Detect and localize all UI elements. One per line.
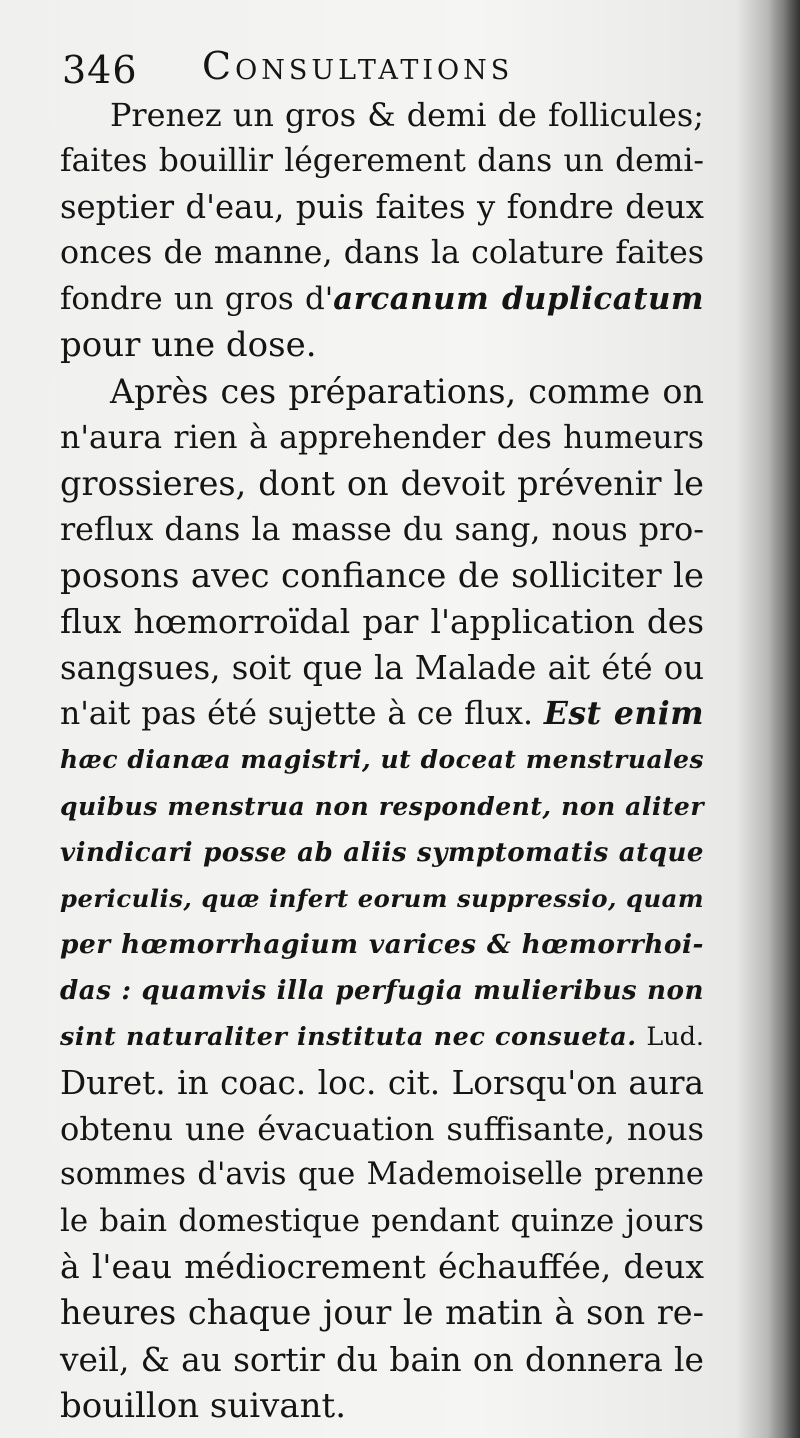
text-line	[60, 1337, 704, 1383]
text-segment: flux hœmorroïdal par l'application des	[60, 603, 704, 642]
text-segment: septier d'eau, puis faites y fondre deux	[60, 188, 704, 227]
italic-text-segment: hæc dianæa magistri, ut doceat menstruales	[60, 745, 704, 775]
text-segment: sommes d'avis que Mademoiselle prenne	[60, 1157, 704, 1193]
text-segment: à l'eau médiocrement échauffée, deux	[60, 1247, 704, 1287]
text-segment: reflux dans la masse du sang, nous pro-	[60, 511, 704, 548]
italic-text-segment: periculis, quæ infert eorum suppressio, quam	[60, 883, 704, 913]
text-line	[60, 1060, 704, 1106]
italic-text-segment: das : quamvis illa perfugia mulieribus non	[60, 974, 704, 1006]
text-line	[60, 1198, 704, 1244]
text-line	[60, 1244, 704, 1290]
text-line	[60, 968, 704, 1014]
italic-text-segment: Est enim	[543, 695, 704, 733]
text-line	[60, 830, 704, 876]
text-line	[60, 553, 704, 599]
italic-text-segment: sint naturaliter instituta nec consueta.	[60, 1021, 647, 1052]
text-line	[60, 415, 704, 461]
text-segment: veil, & au sortir du bain on donnera le	[60, 1340, 704, 1379]
italic-text-segment: quibus menstrua non respondent, non aliter	[60, 791, 704, 822]
page-number: 346	[62, 48, 138, 92]
text-line	[60, 645, 704, 691]
text-line	[60, 230, 704, 276]
text-line	[60, 599, 704, 645]
page-binding-shadow	[768, 0, 800, 1438]
text-line	[60, 276, 704, 322]
text-line	[60, 737, 704, 783]
text-line	[60, 783, 704, 829]
text-line	[60, 876, 704, 922]
text-segment: posons avec confiance de solliciter le	[60, 555, 704, 596]
text-line	[60, 322, 704, 368]
text-line	[60, 138, 704, 184]
text-line	[60, 369, 704, 415]
text-segment: n'aura rien à apprehender des humeurs	[60, 419, 704, 456]
text-line	[60, 1106, 704, 1152]
body-text	[60, 92, 704, 1429]
text-line	[60, 1290, 704, 1336]
text-segment: Après ces préparations, comme on	[110, 371, 704, 411]
text-segment: grossieres, dont on devoit prévenir le	[60, 463, 704, 503]
text-line	[60, 461, 704, 507]
text-segment: Duret. in coac. loc. cit. Lorsqu'on aura	[60, 1063, 704, 1102]
text-segment: obtenu une évacuation suffisante, nous	[60, 1110, 704, 1149]
text-line	[60, 691, 704, 737]
italic-text-segment: arcanum duplicatum	[333, 281, 705, 318]
text-segment: faites bouillir légerement dans un demi-	[60, 143, 704, 180]
text-line	[60, 1014, 704, 1060]
text-segment: n'ait pas été sujette à ce flux.	[60, 696, 544, 733]
italic-text-segment: per hœmorrhagium varices & hœmorrhoi-	[60, 928, 704, 960]
text-segment: pour une dose.	[60, 325, 317, 366]
text-segment: sangsues, soit que la Malade ait été ou	[60, 649, 704, 688]
text-line	[60, 922, 704, 968]
italic-text-segment: vindicari posse ab aliis symptomatis atque	[60, 837, 704, 868]
text-line	[60, 1383, 704, 1429]
text-segment: le bain domestique pendant quinze jours	[60, 1203, 704, 1240]
text-segment: bouillon suivant.	[60, 1385, 346, 1426]
text-segment: heures chaque jour le matin à son re-	[60, 1293, 704, 1333]
text-line	[60, 507, 704, 553]
text-segment: Lud.	[646, 1021, 704, 1052]
text-segment: Prenez un gros & demi de follicules;	[110, 96, 704, 134]
text-line	[60, 184, 704, 230]
text-line	[60, 1152, 704, 1198]
running-head: Consultations	[202, 44, 514, 88]
text-line	[60, 92, 704, 138]
text-segment: fondre un gros d'	[60, 281, 334, 318]
text-segment: onces de manne, dans la colature faites	[60, 235, 704, 272]
